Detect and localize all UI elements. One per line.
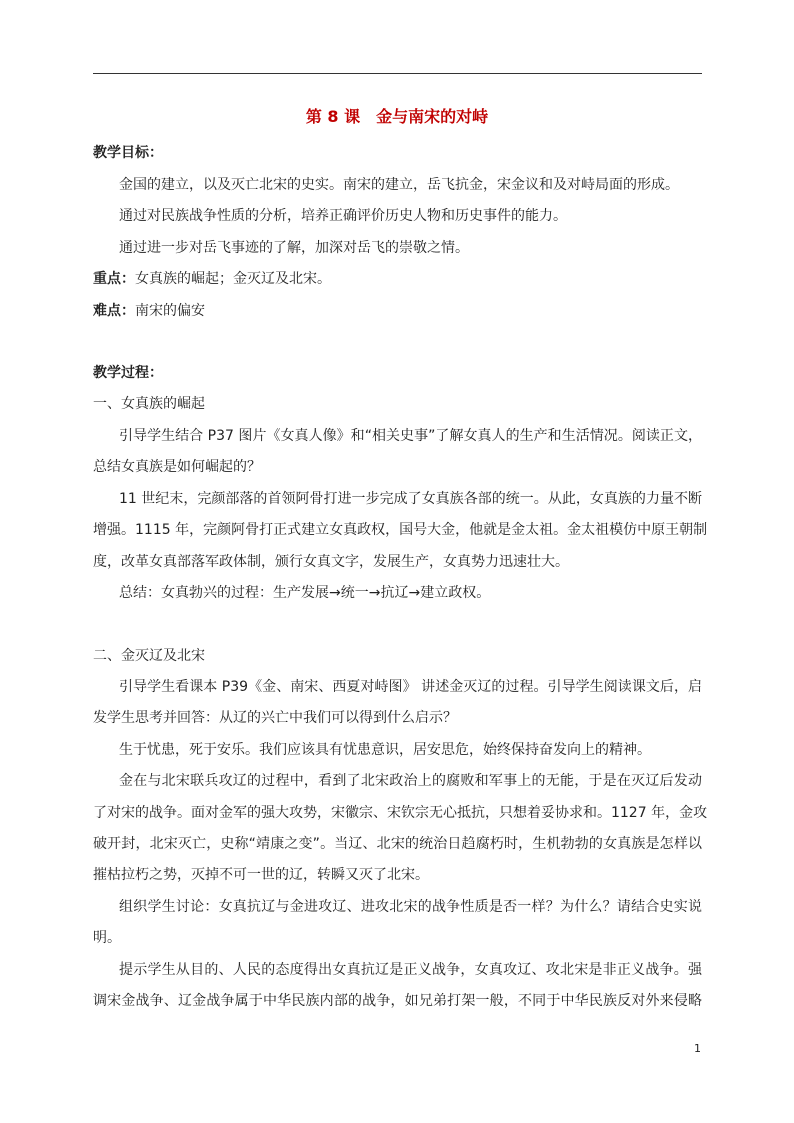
- objectives-heading: 教学目标：: [93, 145, 163, 161]
- section1-heading: 一、女真族的崛起: [93, 396, 205, 412]
- objective-item: 通过进一步对岳飞事迹的了解，加深对岳飞的崇敬之情。: [119, 240, 469, 256]
- page-title: [0, 104, 794, 127]
- paragraph-line: 摧枯拉朽之势，灭掉不可一世的辽，转瞬又灭了北宋。: [93, 867, 429, 883]
- objective-item: 金国的建立，以及灭亡北宋的史实。南宋的建立，岳飞抗金，宋金议和及对峙局面的形成。: [119, 177, 679, 193]
- paragraph-line: 引导学生结合 P37 图片《女真人像》和“相关史事”了解女真人的生产和生活情况。阅读正文，: [119, 428, 702, 444]
- paragraph-line: 金在与北宋联兵攻辽的过程中，看到了北宋政治上的腐败和军事上的无能，于是在灭辽后发动: [119, 773, 702, 789]
- lesson-number: 第 8 课: [305, 107, 361, 126]
- key-point-text: 女真族的崛起；金灭辽及北宋。: [135, 271, 331, 287]
- difficulty-text: 南宋的偏安: [135, 303, 205, 319]
- paragraph-line: 组织学生讨论：女真抗辽与金进攻辽、进攻北宋的战争性质是否一样？为什么？请结合史实说: [119, 899, 702, 915]
- paragraph-line: 增强。1115 年，完颜阿骨打正式建立女真政权，国号大金，他就是金太祖。金太祖模仿中原王朝制: [93, 522, 708, 538]
- objective-item: 通过对民族战争性质的分析，培养正确评价历史人物和历史事件的能力。: [119, 208, 567, 224]
- difficulty-label: 难点：: [93, 303, 135, 319]
- key-point-label: 重点：: [93, 271, 135, 287]
- paragraph-line: 生于忧患，死于安乐。我们应该具有忧患意识，居安思危，始终保持奋发向上的精神。: [119, 742, 651, 758]
- paragraph-line: 了对宋的战争。面对金军的强大攻势，宋徽宗、宋钦宗无心抵抗，只想着妥协求和。1127 年，金攻: [93, 805, 708, 821]
- paragraph-line: 明。: [93, 930, 121, 946]
- paragraph-line: 总结女真族是如何崛起的？: [93, 459, 261, 475]
- header-rule: [93, 73, 702, 74]
- paragraph-line: 引导学生看课本 P39《金、南宋、西夏对峙图》 讲述金灭辽的过程。引导学生阅读课文后，启: [119, 679, 702, 695]
- paragraph-line: 提示学生从目的、人民的态度得出女真抗辽是正义战争，女真攻辽、攻北宋是非正义战争。强: [119, 962, 702, 978]
- paragraph-line: 破开封，北宋灭亡，史称“靖康之变”。当辽、北宋的统治日趋腐朽时，生机勃勃的女真族是怎样以: [93, 836, 702, 852]
- paragraph-line: 11 世纪末，完颜部落的首领阿骨打进一步完成了女真族各部的统一。从此，女真族的力量不断: [119, 491, 702, 507]
- page-number: 1: [694, 1042, 701, 1055]
- section2-heading: 二、金灭辽及北宋: [93, 648, 205, 664]
- difficulty: [93, 300, 205, 320]
- process-heading: 教学过程：: [93, 365, 163, 381]
- paragraph-line: 调宋金战争、辽金战争属于中华民族内部的战争，如兄弟打架一般，不同于中华民族反对外来侵略: [93, 993, 702, 1009]
- paragraph-line: 发学生思考并回答：从辽的兴亡中我们可以得到什么启示？: [93, 710, 457, 726]
- key-point: [93, 268, 331, 288]
- lesson-name: 金与南宋的对峙: [376, 107, 489, 126]
- paragraph-line: 总结：女真勃兴的过程：生产发展→统一→抗辽→建立政权。: [119, 585, 491, 601]
- paragraph-line: 度，改革女真部落军政体制，颁行女真文字，发展生产，女真势力迅速壮大。: [93, 554, 569, 570]
